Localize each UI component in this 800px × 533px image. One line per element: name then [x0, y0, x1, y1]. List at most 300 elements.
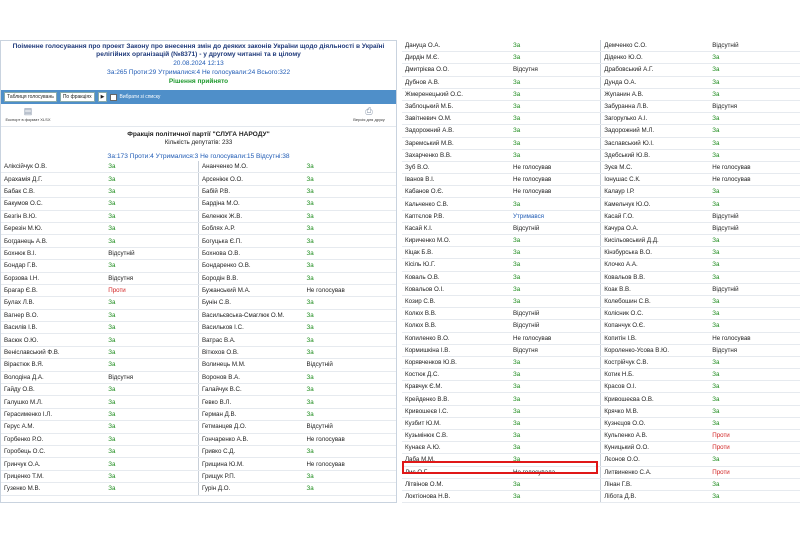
- table-row: [402, 186, 800, 198]
- deputy-name: Бакумов О.С.: [1, 198, 105, 210]
- table-row: [402, 149, 800, 161]
- vote-result: За: [105, 470, 198, 482]
- deputy-name: Камельчук Ю.О.: [601, 198, 710, 210]
- table-row: [1, 260, 396, 272]
- vote-result: За: [510, 405, 601, 417]
- vote-result: За: [510, 454, 601, 466]
- table-row: [1, 359, 396, 371]
- vote-result: Не голосував: [709, 174, 800, 186]
- vote-result: За: [303, 483, 396, 495]
- deputy-name: Васильєвська-Смаглюк О.М.: [198, 309, 303, 321]
- table-row: [402, 259, 800, 271]
- vote-result: За: [303, 309, 396, 321]
- vote-result: За: [510, 417, 601, 429]
- vote-result: За: [709, 308, 800, 320]
- deputy-name: Куницький О.О.: [601, 442, 710, 454]
- vote-result: За: [510, 393, 601, 405]
- deputy-name: Крейденко В.В.: [402, 393, 510, 405]
- deputy-name: Іванов В.І.: [402, 174, 510, 186]
- deputy-name: Володіна Д.А.: [1, 371, 105, 383]
- table-row: [1, 458, 396, 470]
- deputy-name: Кунаєв А.Ю.: [402, 442, 510, 454]
- deputy-name: Ковальов О.І.: [402, 283, 510, 295]
- table-row: [402, 222, 800, 234]
- vote-result: За: [709, 76, 800, 88]
- vote-result: За: [105, 359, 198, 371]
- deputy-name: Литвиненко С.А.: [601, 466, 710, 478]
- vote-result: За: [510, 356, 601, 368]
- table-row: [1, 297, 396, 309]
- deputy-name: Дирдін М.Є.: [402, 52, 510, 64]
- vote-result: За: [709, 198, 800, 210]
- vote-result: За: [303, 297, 396, 309]
- deputy-name: Булах Л.В.: [1, 297, 105, 309]
- deputy-name: Короленко-Усова В.Ю.: [601, 344, 710, 356]
- vote-result: За: [105, 309, 198, 321]
- deputy-name: Брагар Є.В.: [1, 284, 105, 296]
- table-row: [1, 334, 396, 346]
- vote-result: За: [709, 271, 800, 283]
- vote-result: За: [510, 478, 601, 490]
- vote-result: За: [303, 198, 396, 210]
- vote-result: За: [303, 470, 396, 482]
- deputy-name: Віраєтюк В.Я.: [1, 359, 105, 371]
- table-row: [1, 272, 396, 284]
- deputy-name: Дубнов А.В.: [402, 76, 510, 88]
- group-by-select[interactable]: По фракціях: [60, 92, 95, 102]
- vote-result: Не голосував: [510, 174, 601, 186]
- print-version-button[interactable]: ⎙ Версія для друку: [344, 106, 394, 122]
- deputy-name: Бондаренко О.В.: [198, 260, 303, 272]
- deputy-name: Васильков І.С.: [198, 322, 303, 334]
- vote-result: За: [105, 346, 198, 358]
- deputy-name: Аліксійчук О.В.: [1, 161, 105, 173]
- vote-result: За: [303, 210, 396, 222]
- deputy-name: Копиленко В.О.: [402, 332, 510, 344]
- vote-result: За: [105, 408, 198, 420]
- vote-result: За: [105, 161, 198, 173]
- deputy-name: Козир С.В.: [402, 295, 510, 307]
- vote-result: За: [510, 137, 601, 149]
- deputy-name: Захарченко В.В.: [402, 149, 510, 161]
- vote-result: За: [105, 173, 198, 185]
- vote-result: Не голосував: [303, 433, 396, 445]
- table-row: [402, 381, 800, 393]
- deputy-name: Ватрас В.А.: [198, 334, 303, 346]
- table-row: [1, 346, 396, 358]
- vote-result: Відсутній: [709, 283, 800, 295]
- vote-result: За: [709, 149, 800, 161]
- vote-result: Відсутній: [105, 247, 198, 259]
- vote-result: За: [105, 445, 198, 457]
- deputy-name: Бохнова О.В.: [198, 247, 303, 259]
- table-row: [402, 344, 800, 356]
- deputy-name: Кострійчук С.В.: [601, 356, 710, 368]
- table-row: [402, 356, 800, 368]
- deputy-name: Боблях А.Р.: [198, 222, 303, 234]
- vote-result: За: [105, 483, 198, 495]
- deputy-name: Лібота Д.В.: [601, 490, 710, 502]
- deputy-name: Дмитрієва О.О.: [402, 64, 510, 76]
- vote-result: За: [709, 113, 800, 125]
- deputy-name: Горобець О.С.: [1, 445, 105, 457]
- deputy-name: Діденко Ю.О.: [601, 52, 710, 64]
- vote-result: За: [303, 173, 396, 185]
- deputy-name: Локтіонова Н.В.: [402, 490, 510, 502]
- vote-result: За: [510, 430, 601, 442]
- table-row: [402, 88, 800, 100]
- vote-result: За: [709, 417, 800, 429]
- deputy-name: Заблоцький М.Б.: [402, 100, 510, 112]
- deputy-name: Костюк Д.С.: [402, 369, 510, 381]
- table-row: [1, 210, 396, 222]
- faction-count: Кількість депутатів: 233: [164, 139, 233, 146]
- vote-result: За: [709, 125, 800, 137]
- vote-result: Не голосував: [510, 332, 601, 344]
- table-row: [402, 40, 800, 52]
- deputy-name: Вітюхов О.В.: [198, 346, 303, 358]
- deputy-name: Бородін В.В.: [198, 272, 303, 284]
- table-row: [402, 332, 800, 344]
- table-type-select[interactable]: Таблиця голосувань: [4, 92, 57, 102]
- vote-result: За: [510, 259, 601, 271]
- vote-result: За: [303, 371, 396, 383]
- vote-title: Поіменне голосування про проект Закону про внесення змін до деяких законів України щодо діяльності в Україні релігійних організацій (№8371) - у другому читанні та в цілому: [12, 43, 385, 58]
- vote-result: За: [303, 445, 396, 457]
- table-row: [402, 247, 800, 259]
- deputies-list-panel: [402, 40, 800, 503]
- vote-result: За: [510, 198, 601, 210]
- vote-result: За: [303, 222, 396, 234]
- vote-result: За: [303, 408, 396, 420]
- deputy-name: Заремський М.В.: [402, 137, 510, 149]
- deputy-name: Бунін С.В.: [198, 297, 303, 309]
- vote-result: За: [303, 260, 396, 272]
- deputy-name: Коак В.В.: [601, 283, 710, 295]
- table-row: [1, 309, 396, 321]
- deputy-name: Колюх В.В.: [402, 308, 510, 320]
- deputy-name: Касай Г.О.: [601, 210, 710, 222]
- faction-name: Фракція політичної партії "СЛУГА НАРОДУ": [127, 131, 270, 138]
- table-row: [402, 430, 800, 442]
- vote-result: Відсутня: [510, 64, 601, 76]
- vote-result: За: [303, 185, 396, 197]
- vote-result: За: [105, 458, 198, 470]
- vote-result: За: [105, 198, 198, 210]
- vote-result: За: [303, 272, 396, 284]
- deputy-name: Воронов В.А.: [198, 371, 303, 383]
- deputy-name: Веніславський Ф.В.: [1, 346, 105, 358]
- vote-result: За: [303, 334, 396, 346]
- table-row: [1, 284, 396, 296]
- table-row: [1, 371, 396, 383]
- table-row: [402, 52, 800, 64]
- vote-result: Відсутній: [709, 210, 800, 222]
- table-row: [402, 271, 800, 283]
- table-row: [1, 433, 396, 445]
- vote-result: За: [709, 64, 800, 76]
- vote-result: За: [510, 88, 601, 100]
- deputy-name: Коваль О.В.: [402, 271, 510, 283]
- deputy-name: Богданець А.В.: [1, 235, 105, 247]
- vote-result: За: [105, 297, 198, 309]
- table-row: [402, 137, 800, 149]
- vote-result: За: [510, 442, 601, 454]
- vote-header: [1, 41, 396, 86]
- vote-result: За: [709, 454, 800, 466]
- vote-result: Проти: [709, 442, 800, 454]
- table-row: [402, 478, 800, 490]
- vote-result: Проти: [709, 430, 800, 442]
- vote-result: За: [709, 405, 800, 417]
- table-row: [402, 283, 800, 295]
- deputy-name: Гривко С.Д.: [198, 445, 303, 457]
- right-votes-table: [402, 40, 800, 503]
- deputy-name: Іонушас С.К.: [601, 174, 710, 186]
- vote-result: Відсутня: [709, 100, 800, 112]
- vote-result: Відсутня: [709, 344, 800, 356]
- vote-result: За: [709, 381, 800, 393]
- deputy-name: Кисільовський Д.Д.: [601, 235, 710, 247]
- table-row: [402, 320, 800, 332]
- vote-result: Не голосувала: [510, 466, 601, 478]
- vote-result: Не голосував: [303, 284, 396, 296]
- deputy-name: Кіцак Б.В.: [402, 247, 510, 259]
- vote-result: За: [105, 235, 198, 247]
- deputy-name: Грищук Р.П.: [198, 470, 303, 482]
- deputy-name: Бардіна М.О.: [198, 198, 303, 210]
- deputy-name: Беленюк Ж.В.: [198, 210, 303, 222]
- deputy-name: Богуцька Є.П.: [198, 235, 303, 247]
- table-row: [1, 384, 396, 396]
- vote-result: Відсутній: [510, 222, 601, 234]
- deputy-name: Крячко М.В.: [601, 405, 710, 417]
- table-row: [402, 161, 800, 173]
- deputy-name: Жупанин А.В.: [601, 88, 710, 100]
- deputy-name: Гевко В.Л.: [198, 396, 303, 408]
- vote-result: Утримався: [510, 210, 601, 222]
- export-xlsx-button[interactable]: ▤ Експорт в формат XLSX: [3, 106, 53, 122]
- deputy-name: Колебошин С.В.: [601, 295, 710, 307]
- deputy-name: Бохнюк В.І.: [1, 247, 105, 259]
- table-row: [1, 161, 396, 173]
- vote-result: За: [709, 393, 800, 405]
- deputy-name: Лис О.Г.: [402, 466, 510, 478]
- deputy-name: Клочко А.А.: [601, 259, 710, 271]
- vote-result: Відсутній: [510, 320, 601, 332]
- faction-stats: За:173 Проти:4 Утрималися:3 Не голосували:15 Відсутні:38: [107, 153, 290, 160]
- table-row: [1, 483, 396, 495]
- table-row: [1, 322, 396, 334]
- checkbox-label: Вибрати зі списку: [119, 94, 161, 100]
- table-row: [402, 466, 800, 478]
- deputy-name: Гриценко Т.М.: [1, 470, 105, 482]
- vote-result: Відсутня: [105, 272, 198, 284]
- deputy-name: Задорожний А.В.: [402, 125, 510, 137]
- table-row: [402, 295, 800, 307]
- vote-result: Проти: [105, 284, 198, 296]
- vote-result: За: [303, 161, 396, 173]
- deputy-name: Лінан Г.В.: [601, 478, 710, 490]
- deputy-name: Вагнер В.О.: [1, 309, 105, 321]
- vote-result: Відсутній: [303, 359, 396, 371]
- vote-result: Відсутній: [709, 222, 800, 234]
- deputy-name: Копанчук О.Є.: [601, 320, 710, 332]
- printer-icon: ⎙: [365, 106, 373, 116]
- vote-result: За: [303, 396, 396, 408]
- deputy-name: Кириченко М.О.: [402, 235, 510, 247]
- vote-result: За: [105, 260, 198, 272]
- table-row: [1, 247, 396, 259]
- vote-result: За: [303, 384, 396, 396]
- vote-result: За: [510, 52, 601, 64]
- vote-result: За: [510, 40, 601, 52]
- vote-result: За: [709, 259, 800, 271]
- deputy-name: Гончаренко А.В.: [198, 433, 303, 445]
- vote-result: За: [709, 478, 800, 490]
- deputy-name: Кабанов О.Є.: [402, 186, 510, 198]
- deputy-name: Красов О.І.: [601, 381, 710, 393]
- deputy-name: Гринчук О.А.: [1, 458, 105, 470]
- deputy-name: Драбовський А.Г.: [601, 64, 710, 76]
- vote-result: За: [105, 322, 198, 334]
- deputy-name: Зуєв М.С.: [601, 161, 710, 173]
- vote-result: Не голосував: [709, 332, 800, 344]
- vote-decision: Рішення прийнято: [168, 78, 229, 85]
- vote-result: За: [105, 185, 198, 197]
- deputy-name: Кривошеєв І.С.: [402, 405, 510, 417]
- export-row: [1, 104, 396, 127]
- deputy-name: Калаур І.Р.: [601, 186, 710, 198]
- table-row: [402, 235, 800, 247]
- vote-result: За: [303, 235, 396, 247]
- vote-result: За: [510, 381, 601, 393]
- vote-result: За: [709, 369, 800, 381]
- vote-result: Відсутня: [105, 371, 198, 383]
- vote-result: За: [105, 210, 198, 222]
- deputy-name: Бондар Г.В.: [1, 260, 105, 272]
- deputy-name: Колюх В.В.: [402, 320, 510, 332]
- deputy-name: Касай К.І.: [402, 222, 510, 234]
- deputy-name: Горбенко Р.О.: [1, 433, 105, 445]
- deputy-name: Кривошеєва О.В.: [601, 393, 710, 405]
- vote-result: За: [709, 88, 800, 100]
- deputy-name: Заславський Ю.І.: [601, 137, 710, 149]
- faction-voting-panel: [0, 40, 397, 503]
- vote-result: За: [709, 356, 800, 368]
- table-row: [402, 308, 800, 320]
- deputy-name: Бужанський М.А.: [198, 284, 303, 296]
- deputy-name: Загорулько А.І.: [601, 113, 710, 125]
- deputy-name: Гузенко М.В.: [1, 483, 105, 495]
- vote-result: За: [709, 186, 800, 198]
- vote-result: За: [105, 222, 198, 234]
- table-row: [402, 454, 800, 466]
- vote-result: За: [709, 295, 800, 307]
- table-row: [402, 405, 800, 417]
- deputy-name: Герасименко І.Л.: [1, 408, 105, 420]
- deputy-name: Кальченко С.В.: [402, 198, 510, 210]
- deputy-name: Герус А.М.: [1, 421, 105, 433]
- left-votes-table: [1, 161, 396, 496]
- vote-result: Не голосував: [709, 161, 800, 173]
- deputy-name: Кормишкіна І.В.: [402, 344, 510, 356]
- deputy-name: Демченко С.О.: [601, 40, 710, 52]
- table-row: [402, 174, 800, 186]
- vote-result: За: [510, 76, 601, 88]
- table-row: [1, 421, 396, 433]
- select-from-list-checkbox[interactable]: [110, 94, 160, 101]
- vote-result: За: [709, 52, 800, 64]
- deputy-name: Колісник О.С.: [601, 308, 710, 320]
- vote-datetime: 20.08.2024 12:13: [173, 60, 224, 67]
- deputy-name: Лаба М.М.: [402, 454, 510, 466]
- deputy-name: Літвінов О.М.: [402, 478, 510, 490]
- table-row: [402, 442, 800, 454]
- vote-result: За: [303, 346, 396, 358]
- table-row: [1, 198, 396, 210]
- vote-result: За: [510, 369, 601, 381]
- checkbox-icon: [110, 94, 117, 101]
- deputy-name: Арахамія Д.Г.: [1, 173, 105, 185]
- deputy-name: Кінзбурська В.О.: [601, 247, 710, 259]
- vote-result: За: [709, 490, 800, 502]
- vote-result: Не голосував: [303, 458, 396, 470]
- deputy-name: Василів І.В.: [1, 322, 105, 334]
- vote-result: За: [105, 396, 198, 408]
- table-row: [402, 100, 800, 112]
- table-row: [402, 490, 800, 502]
- table-row: [1, 396, 396, 408]
- table-row: [402, 76, 800, 88]
- document-icon: ▤: [23, 106, 33, 116]
- table-row: [402, 125, 800, 137]
- vote-result: За: [303, 247, 396, 259]
- deputy-name: Грищина Ю.М.: [198, 458, 303, 470]
- vote-result: За: [303, 322, 396, 334]
- table-row: [402, 113, 800, 125]
- deputy-name: Кравчук Є.М.: [402, 381, 510, 393]
- table-row: [402, 198, 800, 210]
- vote-result: За: [709, 235, 800, 247]
- vote-result: Відсутній: [510, 308, 601, 320]
- deputy-name: Кузнєцов О.О.: [601, 417, 710, 429]
- vote-result: За: [510, 247, 601, 259]
- deputy-name: Задорожний М.Л.: [601, 125, 710, 137]
- vote-result: За: [510, 490, 601, 502]
- vote-result: За: [510, 283, 601, 295]
- faction-info: [1, 127, 396, 147]
- vote-result: Відсутня: [510, 344, 601, 356]
- deputy-name: Жмеренецький О.С.: [402, 88, 510, 100]
- deputy-name: Герман Д.В.: [198, 408, 303, 420]
- table-row: [402, 393, 800, 405]
- vote-result: За: [709, 247, 800, 259]
- table-row: [1, 470, 396, 482]
- deputy-name: Ковальов В.В.: [601, 271, 710, 283]
- deputy-name: Завітневич О.М.: [402, 113, 510, 125]
- table-row: [402, 369, 800, 381]
- deputy-name: Лєонов О.О.: [601, 454, 710, 466]
- deputy-name: Борзова І.Н.: [1, 272, 105, 284]
- deputy-name: Березін М.Ю.: [1, 222, 105, 234]
- vote-results: За:265 Проти:29 Утрималися:4 Не голосували:24 Всього:322: [106, 69, 291, 76]
- vote-result: За: [709, 137, 800, 149]
- deputy-name: Волинець М.М.: [198, 359, 303, 371]
- vote-result: За: [510, 100, 601, 112]
- deputy-name: Дануца О.А.: [402, 40, 510, 52]
- apply-button[interactable]: ▶: [98, 92, 108, 102]
